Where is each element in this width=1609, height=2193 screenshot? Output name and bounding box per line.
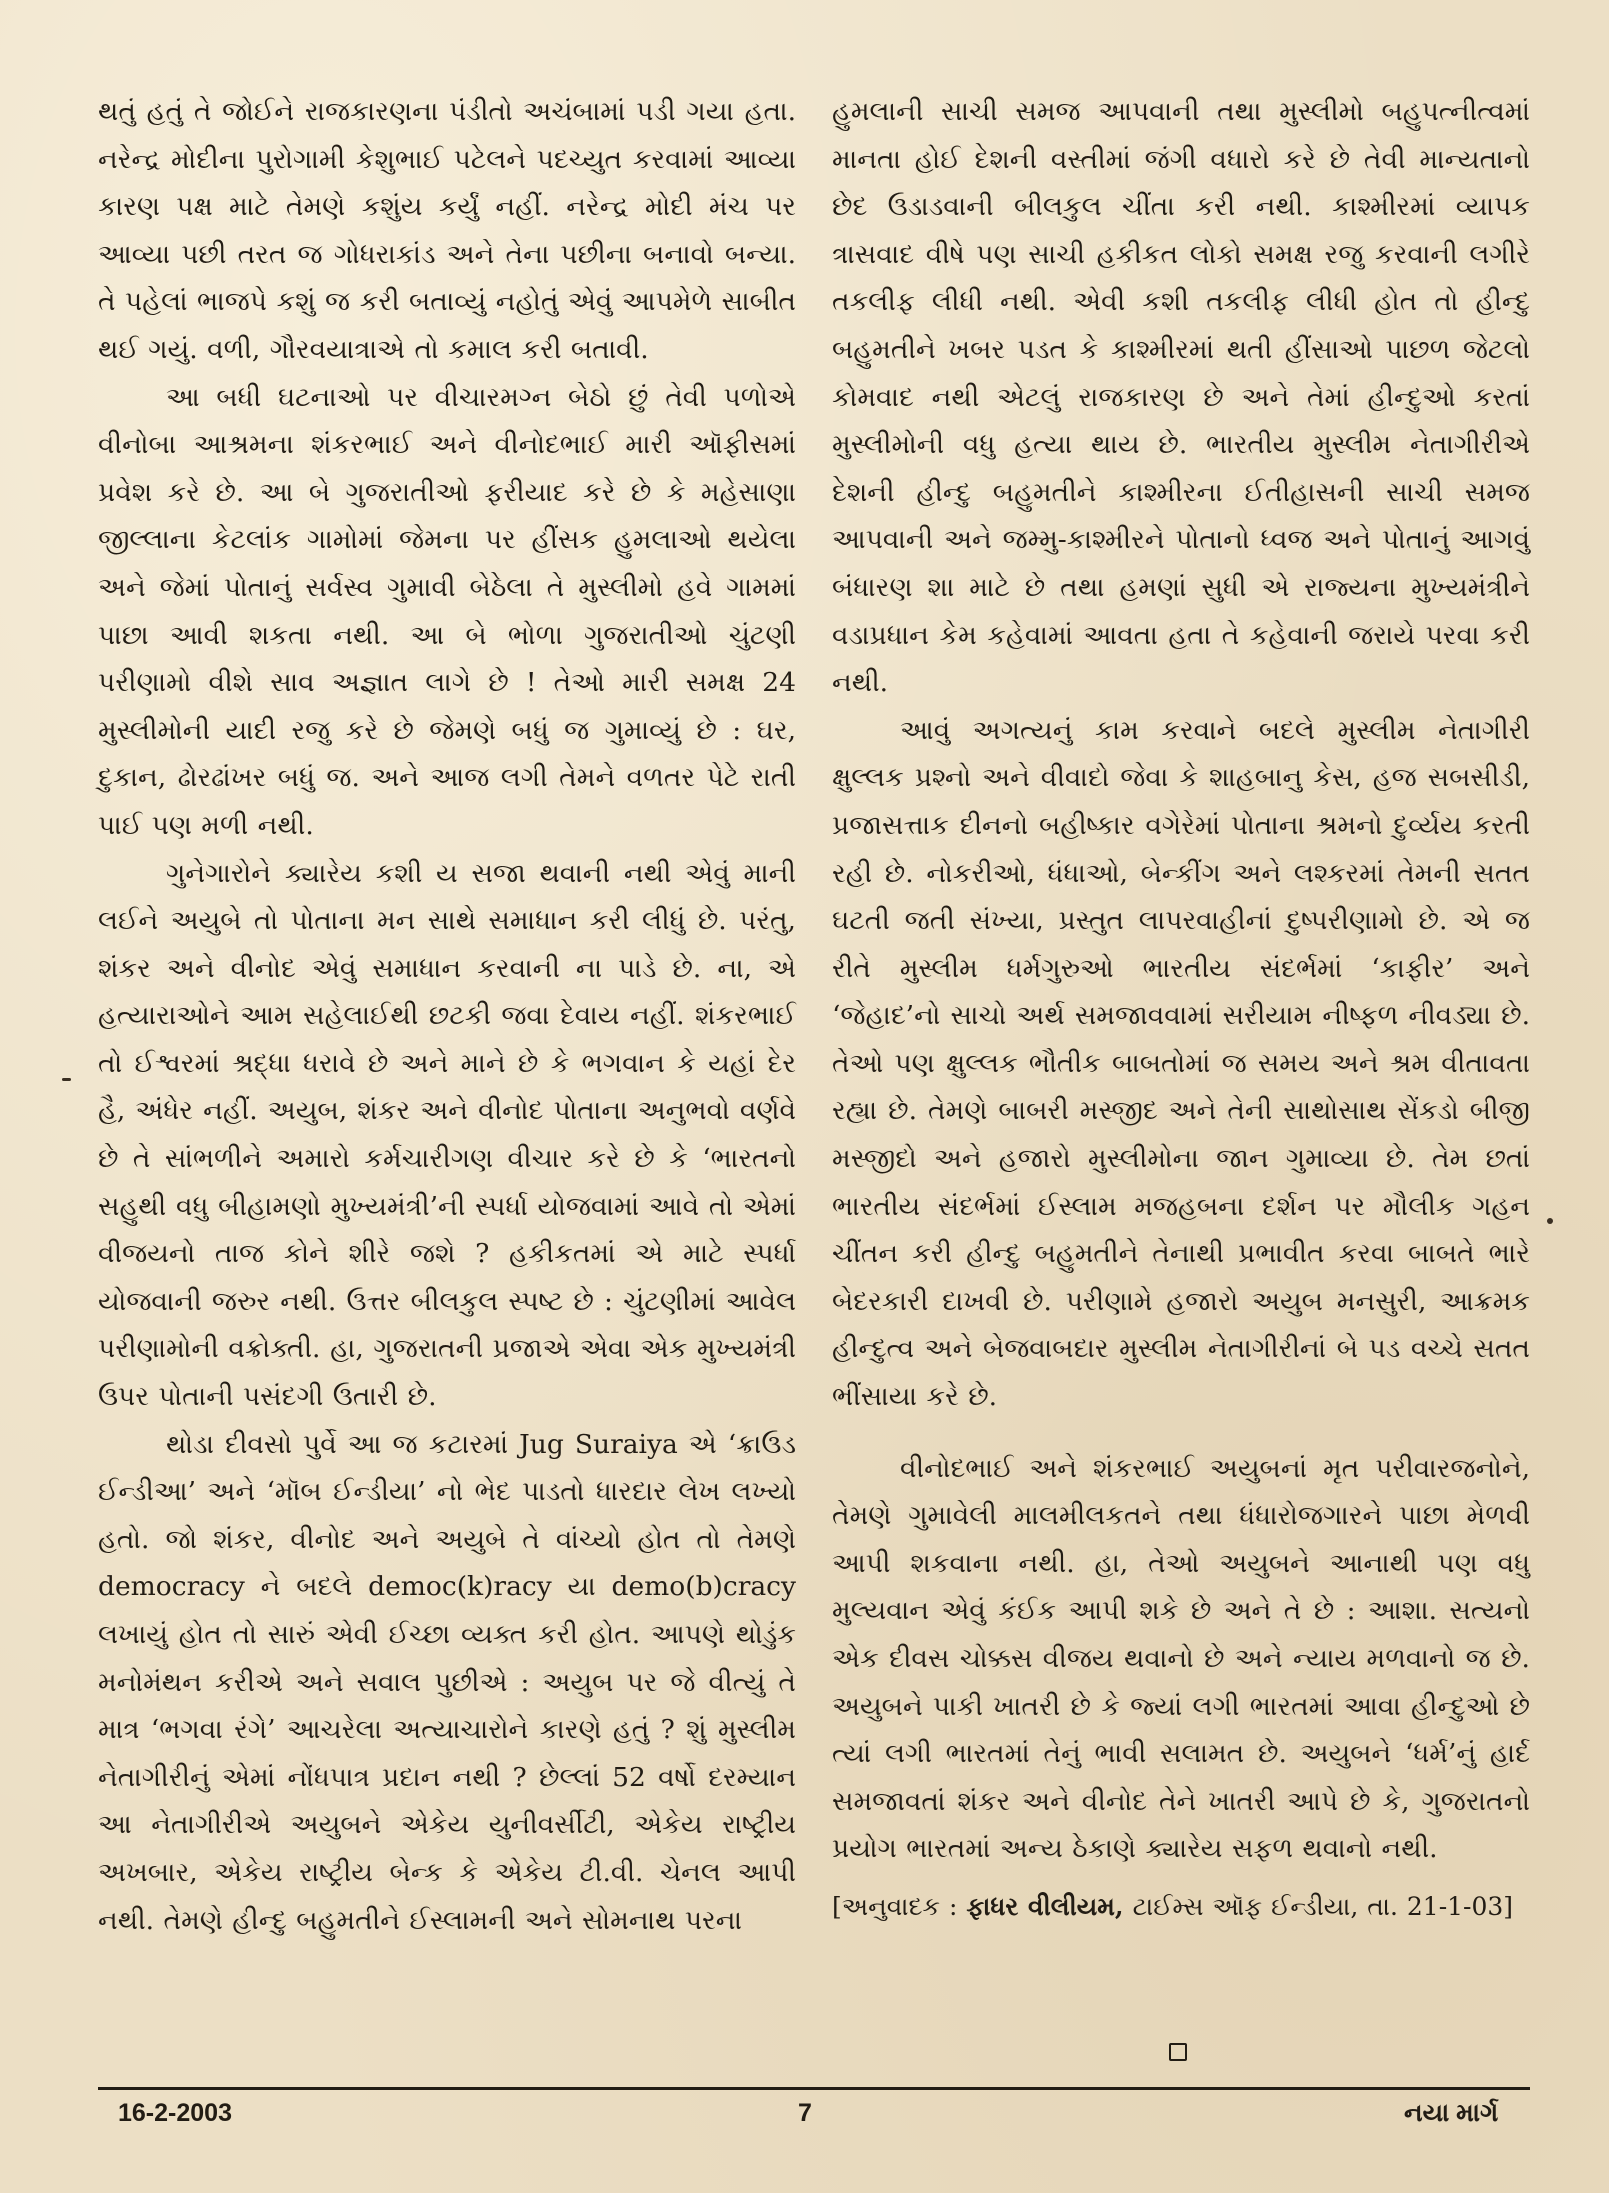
ink-speck-icon (1547, 1218, 1553, 1224)
credit-source: ટાઈમ્સ ઑફ ઈન્ડીયા, તા. 21-1-03] (1123, 1891, 1514, 1921)
issue-date: 16-2-2003 (118, 2099, 232, 2127)
paragraph: આવું અગત્યનું કામ કરવાને બદલે મુસ્લીમ નેતાગીરી ક્ષુલ્લક પ્રશ્નો અને વીવાદો જેવા કે શાહબાનુ કેસ, હજ સબસીડી, પ્રજાસત્તાક દીનનો બહીષ્કાર વગેરેમાં પોતાના શ્રમનો દુર્વ્યય કરતી રહી છે. નોકરીઓ, ધંધાઓ, બેન્કીંગ અને લશ્કરમાં તેમની સતત ઘટતી જતી સંખ્યા, પ્રસ્તુત લાપરવાહીનાં દુષ્પરીણામો છે. એ જ રીતે મુસ્લીમ ધર્મગુરુઓ ભારતીય સંદર્ભમાં ‘કાફીર’ અને ‘જેહાદ’નો સાચો અર્થ સમજાવવામાં સરીયામ નીષ્ફળ નીવડ્યા છે. તેઓ પણ ક્ષુલ્લક ભૌતીક બાબતોમાં જ સમય અને શ્રમ વીતાવતા રહ્યા છે. તેમણે બાબરી મસ્જીદ અને તેની સાથોસાથ સેંકડો બીજી મસ્જીદો અને હજારો મુસ્લીમોના જાન ગુમાવ્યા છે. તેમ છતાં ભારતીય સંદર્ભમાં ઈસ્લામ મજહબના દર્શન પર મૌલીક ગહન ચીંતન કરી હીન્દુ બહુમતીને તેનાથી પ્રભાવીત કરવા બાબતે ભારે બેદરકારી દાખવી છે. પરીણામે હજારો અયુબ મનસુરી, આક્રમક હીન્દુત્વ અને બેજવાબદાર મુસ્લીમ નેતાગીરીનાં બે પડ વચ્ચે સતત ભીંસાયા કરે છે. (832, 714, 1530, 1413)
paragraph: ગુનેગારોને ક્યારેય કશી ય સજા થવાની નથી એવું માની લઈને અયુબે તો પોતાના મન સાથે સમાધાન કરી લીધું છે. પરંતુ, શંકર અને વીનોદ એવું સમાધાન કરવાની ના પાડે છે. ના, એ હત્યારાઓને આમ સહેલાઈથી છટકી જવા દેવાય નહીં. શંકરભાઈ તો ઈશ્વરમાં શ્રદ્ધા ધરાવે છે અને માને છે કે ભગવાન કે યહાં દેર હૈ, અંધેર નહીં. અયુબ, શંકર અને વીનોદ પોતાના અનુભવો વર્ણવે છે તે સાંભળીને અમારો કર્મચારીગણ વીચાર કરે છે કે ‘ભારતનો સહુથી વધુ બીહામણો મુખ્યમંત્રી’ની સ્પર્ધા યોજવામાં આવે તો એમાં વીજયનો તાજ કોને શીરે જશે ? હકીકતમાં એ માટે સ્પર્ધા યોજવાની જરુર નથી. ઉત્તર બીલકુલ સ્પષ્ટ છે : ચુંટણીમાં આવેલ પરીણામોની વક્રોક્તી. હા, ગુજરાતની પ્રજાએ એવા એક મુખ્યમંત્રી ઉપર પોતાની પસંદગી ઉતારી છે. (98, 857, 796, 1413)
article-end-icon (1169, 2043, 1187, 2061)
credit-open: [અનુવાદક : (832, 1891, 967, 1921)
paragraph: આ બધી ઘટનાઓ પર વીચારમગ્ન બેઠો છું તેવી પળોએ વીનોબા આશ્રમના શંકરભાઈ અને વીનોદભાઈ મારી ઑફીસમાં પ્રવેશ કરે છે. આ બે ગુજરાતીઓ ફરીયાદ કરે છે કે મહેસાણા જીલ્લાના કેટલાંક ગામોમાં જેમના પર હીંસક હુમલાઓ થયેલા અને જેમાં પોતાનું સર્વસ્વ ગુમાવી બેઠેલા તે મુસ્લીમો હવે ગામમાં પાછા આવી શકતા નથી. આ બે ભોળા ગુજરાતીઓ ચુંટણી પરીણામો વીશે સાવ અજ્ઞાત લાગે છે ! તેઓ મારી સમક્ષ 24 મુસ્લીમોની યાદી રજુ કરે છે જેમણે બધું જ ગુમાવ્યું છે : ઘર, દુકાન, ઢોરઢાંખર બધું જ. અને આજ લગી તેમને વળતર પેટે રાતી પાઈ પણ મળી નથી. (98, 381, 796, 841)
publication-name: નયા માર્ગ (1404, 2099, 1499, 2127)
paragraph: થતું હતું તે જોઈને રાજકારણના પંડીતો અચંબામાં પડી ગયા હતા. નરેન્દ્ર મોદીના પુરોગામી કેશુભાઈ પટેલને પદચ્યુત કરવામાં આવ્યા કારણ પક્ષ માટે તેમણે કશુંય કર્યું નહીં. નરેન્દ્ર મોદી મંચ પર આવ્યા પછી તરત જ ગોધરાકાંડ અને તેના પછીના બનાવો બન્યા. તે પહેલાં ભાજપે કશું જ કરી બતાવ્યું નહોતું એવું આપમેળે સાબીત થઈ ગયું. વળી, ગૌરવયાત્રાએ તો કમાલ કરી બતાવી. (98, 96, 796, 365)
right-column (832, 88, 1530, 1927)
left-column (98, 88, 796, 1944)
credit-translator: ફાધર વીલીયમ, (966, 1891, 1124, 1921)
paragraph: હુમલાની સાચી સમજ આપવાની તથા મુસ્લીમો બહુપત્નીત્વમાં માનતા હોઈ દેશની વસ્તીમાં જંગી વધારો કરે છે તેવી માન્યતાનો છેદ ઉડાડવાની બીલકુલ ચીંતા કરી નથી. કાશ્મીરમાં વ્યાપક ત્રાસવાદ વીષે પણ સાચી હકીકત લોકો સમક્ષ રજુ કરવાની લગીરે તકલીફ લીધી નથી. એવી કશી તકલીફ લીધી હોત તો હીન્દુ બહુમતીને ખબર પડત કે કાશ્મીરમાં થતી હીંસાઓ પાછળ જેટલો કોમવાદ નથી એટલું રાજકારણ છે અને તેમાં હીન્દુઓ કરતાં મુસ્લીમોની વધુ હત્યા થાય છે. ભારતીય મુસ્લીમ નેતાગીરીએ દેશની હીન્દુ બહુમતીને કાશ્મીરના ઈતીહાસની સાચી સમજ આપવાની અને જમ્મુ-કાશ્મીરને પોતાનો ધ્વજ અને પોતાનું આગવું બંધારણ શા માટે છે તથા હમણાં સુધી એ રાજ્યના મુખ્યમંત્રીને વડાપ્રધાન કેમ કહેવામાં આવતા હતા તે કહેવાની જરાયે પરવા કરી નથી. (832, 96, 1530, 699)
footer-divider (98, 2087, 1530, 2090)
paragraph: થોડા દીવસો પુર્વે આ જ કટારમાં Jug Suraiya એ ‘ક્રાઉડ ઈન્ડીઆ’ અને ‘મૉબ ઈન્ડીયા’ નો ભેદ પાડતો ધારદાર લેખ લખ્યો હતો. જો શંકર, વીનોદ અને અયુબે તે વાંચ્યો હોત તો તેમણે democracy ને બદલે democ(k)racy યા demo(b)cracy લખાયું હોત તો સારું એવી ઈચ્છા વ્યક્ત કરી હોત. આપણે થોડુંક મનોમંથન કરીએ અને સવાલ પુછીએ : અયુબ પર જે વીત્યું તે માત્ર ‘ભગવા રંગે’ આચરેલા અત્યાચારોને કારણે હતું ? શું મુસ્લીમ નેતાગીરીનું એમાં નોંધપાત્ર પ્રદાન નથી ? છેલ્લાં 52 વર્ષો દરમ્યાન આ નેતાગીરીએ અયુબને એકેય યુનીવર્સીટી, એકેય રાષ્ટ્રીય અખબાર, એકેય રાષ્ટ્રીય બેન્ક કે એકેય ટી.વી. ચેનલ આપી નથી. તેમણે હીન્દુ બહુમતીને ઈસ્લામની અને સોમનાથ પરના (98, 1428, 796, 1936)
translator-credit (832, 1887, 1530, 1927)
page-number: 7 (798, 2099, 812, 2127)
ink-speck-icon (62, 1078, 71, 1081)
paragraph: વીનોદભાઈ અને શંકરભાઈ અયુબનાં મૃત પરીવારજનોને, તેમણે ગુમાવેલી માલમીલકતને તથા ધંધારોજગારને પાછા મેળવી આપી શકવાના નથી. હા, તેઓ અયુબને આનાથી પણ વધુ મુલ્યવાન એવું કંઈક આપી શકે છે અને તે છે : આશા. સત્યનો એક દીવસ ચોક્કસ વીજય થવાનો છે અને ન્યાય મળવાનો જ છે. અયુબને પાકી ખાતરી છે કે જ્યાં લગી ભારતમાં આવા હીન્દુઓ છે ત્યાં લગી ભારતમાં તેનું ભાવી સલામત છે. અયુબને ‘ધર્મ’નું હાર્દ સમજાવતાં શંકર અને વીનોદ તેને ખાતરી આપે છે કે, ગુજરાતનો પ્રયોગ ભારતમાં અન્ય ઠેકાણે ક્યારેય સફળ થવાનો નથી. (832, 1452, 1530, 1865)
